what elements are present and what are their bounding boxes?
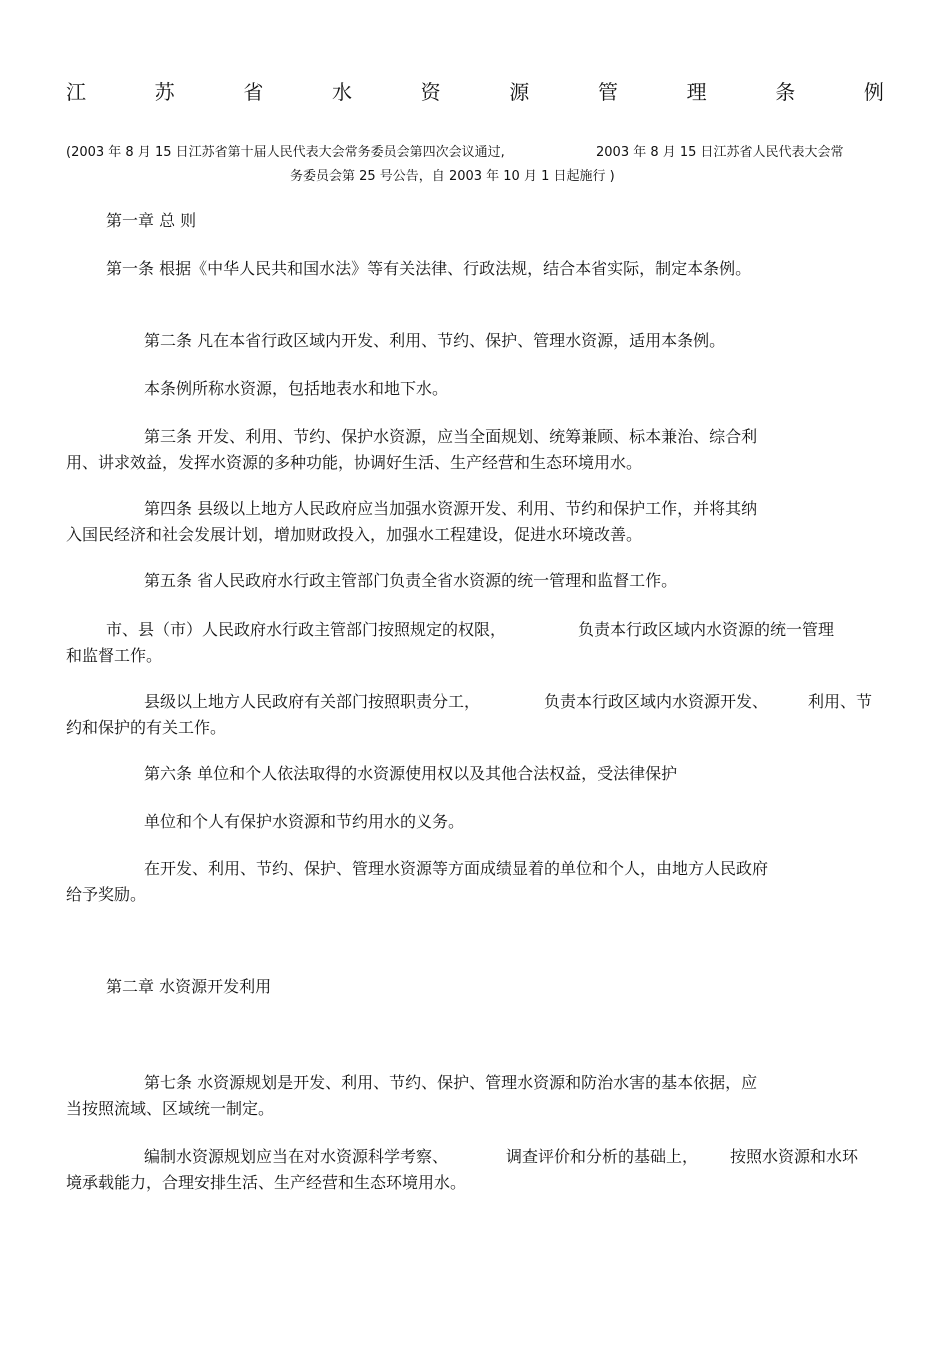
title-char: 条: [775, 80, 796, 104]
article-5: 第五条 省人民政府水行政主管部门负责全省水资源的统一管理和监督工作。: [144, 571, 678, 590]
article-6-para2: 单位和个人有保护水资源和节约用水的义务。: [144, 812, 465, 831]
article-7-line2: 当按照流域、区域统一制定。: [66, 1099, 275, 1118]
enactment-note-line2: 务委员会第 25 号公告，自 2003 年 10 月 1 日起施行 ): [290, 169, 615, 184]
document-title: [66, 76, 884, 105]
text-segment: 市、县（市）人民政府水行政主管部门按照规定的权限，: [106, 620, 507, 639]
article-2-para: 本条例所称水资源，包括地表水和地下水。: [144, 379, 449, 398]
title-char: 理: [686, 80, 707, 104]
article-5-para3-line1: [144, 689, 950, 715]
enactment-note-right: 2003 年 8 月 15 日江苏省人民代表大会常: [596, 145, 844, 160]
article-4-line1: 第四条 县级以上地方人民政府应当加强水资源开发、利用、节约和保护工作，并将其纳: [144, 499, 758, 518]
title-char: 例: [863, 80, 884, 104]
chapter-heading: 第一章 总 则: [106, 211, 197, 230]
text-segment: 按照水资源和水环: [730, 1147, 859, 1166]
title-char: 江: [66, 80, 86, 104]
article-6-para3-line2: 给予奖励。: [66, 885, 147, 904]
title-char: 资: [420, 80, 441, 104]
text-segment: 调查评价和分析的基础上，: [506, 1147, 699, 1166]
article-3-line2: 用、讲求效益，发挥水资源的多种功能，协调好生活、生产经营和生态环境用水。: [66, 453, 643, 472]
chapter-heading: 第二章 水资源开发利用: [106, 977, 272, 996]
text-segment: 负责本行政区域内水资源开发、: [544, 692, 769, 711]
text-segment: 县级以上地方人民政府有关部门按照职责分工，: [144, 692, 481, 711]
title-char: 苏: [154, 80, 175, 104]
article-5-para2-line1: [106, 617, 924, 643]
article-4-line2: 入国民经济和社会发展计划，增加财政投入，加强水工程建设，促进水环境改善。: [66, 525, 643, 544]
article-7-line1: 第七条 水资源规划是开发、利用、节约、保护、管理水资源和防治水害的基本依据，应: [144, 1073, 758, 1092]
text-segment: 编制水资源规划应当在对水资源科学考察、: [144, 1147, 449, 1166]
text-segment: 利用、节: [808, 692, 873, 711]
article-6: 第六条 单位和个人依法取得的水资源使用权以及其他合法权益，受法律保护: [144, 764, 678, 783]
title-char: 管: [597, 80, 618, 104]
enactment-note-left: (2003 年 8 月 15 日江苏省第十届人民代表大会常务委员会第四次会议通过,: [66, 145, 505, 160]
article-7-para2-line2: 境承载能力，合理安排生活、生产经营和生态环境用水。: [66, 1173, 467, 1192]
title-char: 源: [509, 80, 530, 104]
title-char: 水: [331, 80, 352, 104]
article-5-para3-line2: 约和保护的有关工作。: [66, 718, 227, 737]
text-segment: 负责本行政区域内水资源的统一管理: [578, 620, 835, 639]
article-1: 第一条 根据《中华人民共和国水法》等有关法律、行政法规，结合本省实际，制定本条例。: [106, 259, 752, 278]
article-7-para2-line1: [144, 1144, 950, 1170]
article-6-para3-line1: 在开发、利用、节约、保护、管理水资源等方面成绩显着的单位和个人，由地方人民政府: [144, 859, 769, 878]
title-char: 省: [243, 80, 264, 104]
article-2: 第二条 凡在本省行政区域内开发、利用、节约、保护、管理水资源，适用本条例。: [144, 331, 726, 350]
article-5-para2-line2: 和监督工作。: [66, 646, 163, 665]
enactment-note-line1: [66, 141, 886, 160]
article-3-line1: 第三条 开发、利用、节约、保护水资源，应当全面规划、统筹兼顾、标本兼治、综合利: [144, 427, 758, 446]
